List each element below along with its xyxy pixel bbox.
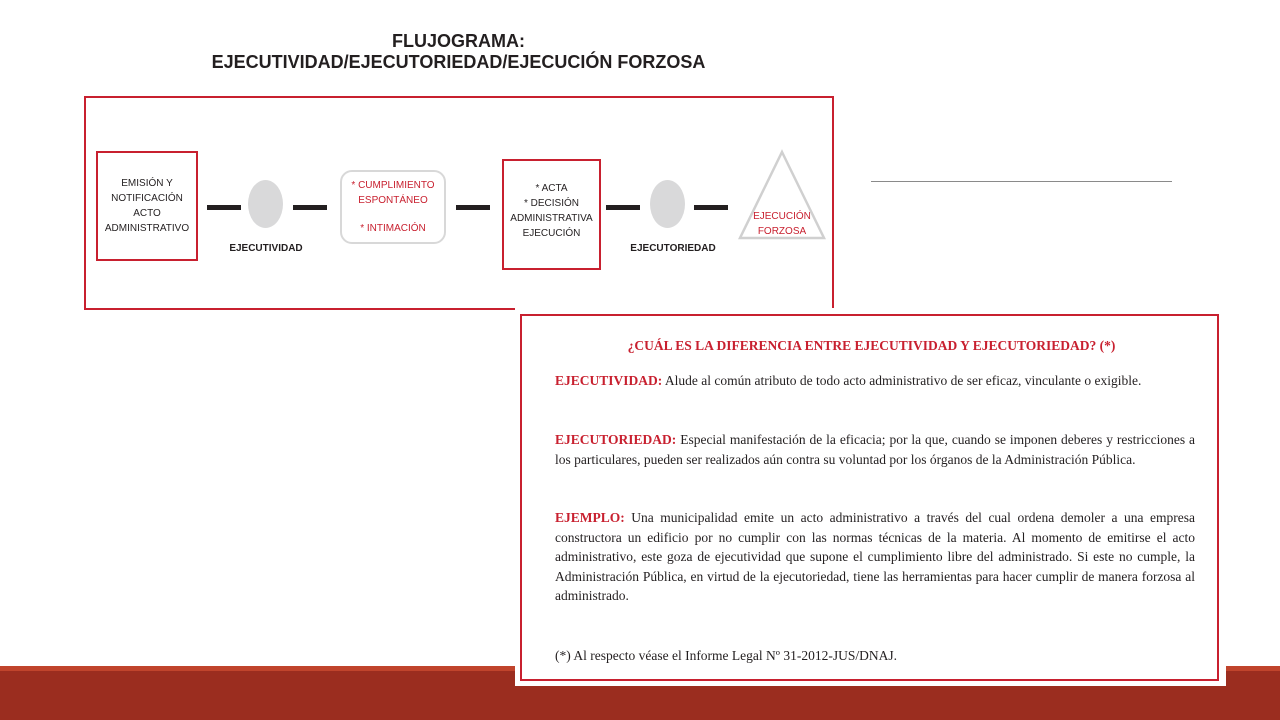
node-1-line-3: ACTO [133, 208, 161, 219]
node-1-line-4: ADMINISTRATIVO [104, 223, 190, 234]
separator-line [871, 181, 1172, 182]
node-emision-notificacion [96, 151, 198, 261]
ejecutividad-text: Alude al común atributo de todo acto administrativo de ser eficaz, vinculante o exigible. [662, 373, 1142, 388]
flowchart-subtitle: EJECUTIVIDAD/EJECUTORIEDAD/EJECUCIÓN FORZOSA [211, 52, 706, 72]
difference-card-title: ¿CUÁL ES LA DIFERENCIA ENTRE EJECUTIVIDAD Y EJECUTORIEDAD? (*) [627, 338, 1116, 353]
ejecutividad-term: EJECUTIVIDAD: [555, 373, 663, 388]
ejecutoriedad-paragraph [555, 430, 1195, 469]
connector-4 [606, 205, 640, 210]
footnote: (*) Al respecto véase el Informe Legal Nº 31-2012-JUS/DNAJ. [555, 648, 897, 663]
node-2-line-3: * INTIMACIÓN [360, 223, 426, 234]
ejecutividad-paragraph [555, 371, 1195, 391]
connector-3 [456, 205, 490, 210]
node-3-line-2: * DECISIÓN [523, 198, 579, 209]
node-2-line-1: * CUMPLIMIENTO [351, 180, 435, 191]
node-1-line-1: EMISIÓN Y [121, 178, 173, 189]
connector-5 [694, 205, 728, 210]
node-3-line-4: EJECUCIÓN [522, 228, 581, 239]
flowchart-title: FLUJOGRAMA: [392, 31, 525, 51]
node-4-line-2: FORZOSA [757, 226, 807, 237]
ejecutividad-ellipse [248, 180, 283, 228]
connector-1 [207, 205, 241, 210]
label-ejecutividad: EJECUTIVIDAD [229, 243, 303, 254]
node-4-line-1: EJECUCIÓN [753, 211, 811, 222]
difference-card-frame [520, 314, 1219, 681]
node-1-line-2: NOTIFICACIÓN [111, 193, 183, 204]
node-acta-decision [502, 159, 601, 270]
label-ejecutoriedad: EJECUTORIEDAD [630, 243, 716, 254]
node-2-line-2: ESPONTÁNEO [358, 195, 428, 206]
node-3-line-3: ADMINISTRATIVA [510, 213, 593, 224]
ejecutoriedad-text: Especial manifestación de la eficacia; por la que, cuando se imponen deberes y restricciones a los particulares, pueden ser realizados aún contra su voluntad por los órganos de la Administración Pública. [555, 432, 1195, 467]
ejecutoriedad-ellipse [650, 180, 685, 228]
difference-card [515, 308, 1226, 686]
ejemplo-term: EJEMPLO: [555, 510, 625, 525]
ejecutoriedad-term: EJECUTORIEDAD: [555, 432, 677, 447]
node-ejecucion-forzosa [740, 208, 824, 240]
node-cumplimiento-intimacion [340, 170, 446, 244]
ejemplo-paragraph [555, 508, 1195, 606]
ejemplo-text: Una municipalidad emite un acto administrativo a través del cual ordena demoler a una empresa constructora un edificio por no cumplir con las normas técnicas de la materia. Al momento de emitirse el acto administrativo, este goza de ejecutividad que supone el cumplimiento libre del administrado. Si este no cumple, la Administración Pública, en virtud de la ejecutoriedad, tiene las herramientas para hacer cumplir de manera forzosa al administrado. [555, 510, 1195, 603]
node-3-line-1: * ACTA [535, 183, 568, 194]
connector-2 [293, 205, 327, 210]
